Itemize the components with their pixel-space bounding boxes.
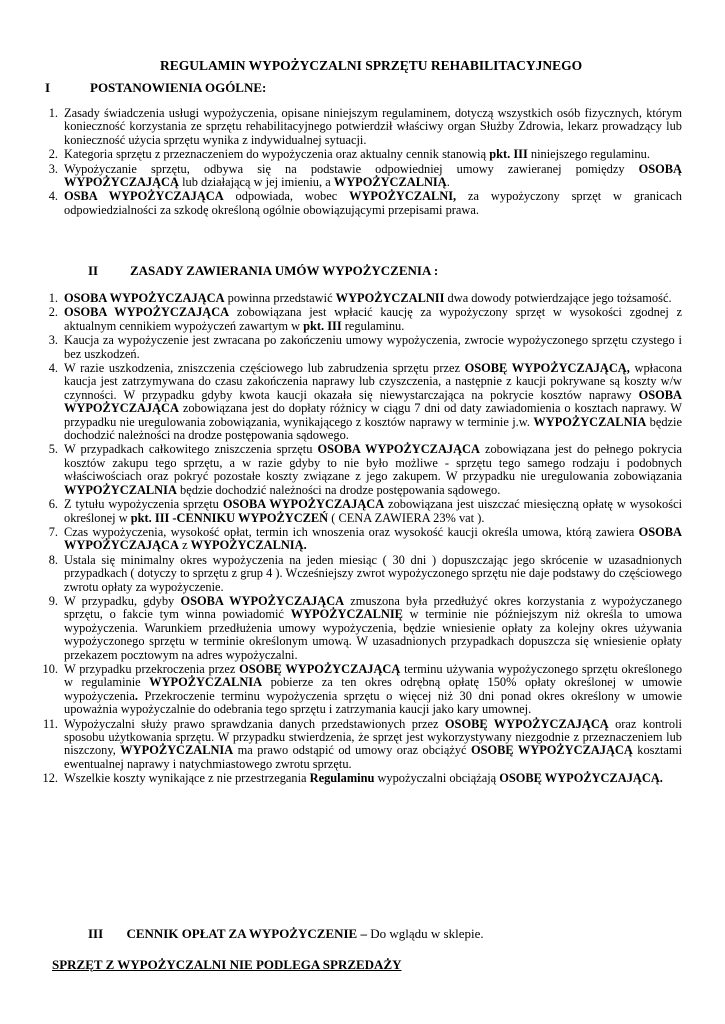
list-item: [42, 661, 683, 717]
item-bold: WYPOŻYCZALNIA: [64, 482, 177, 497]
list-item: [48, 147, 682, 162]
list-item: [48, 189, 682, 217]
section-1-heading: [45, 80, 445, 96]
list-item: [48, 361, 682, 443]
section-number: III: [88, 926, 104, 941]
item-number: 8.: [48, 552, 58, 567]
item-text: zmuszona była przedłużyć okres korzystania z wypożyczanego sprzętu, o fakcie tym winna powiadomić: [64, 593, 682, 622]
list-item: [48, 442, 683, 497]
item-text: oraz kontroli sposobu użytkowania sprzętu. W przypadku stwierdzenia, że sprzęt jest wykorzystywany niezgodnie z przeznaczeniem lub niszczony,: [64, 716, 682, 758]
item-number: 1.: [48, 106, 58, 120]
item-text: będzie dochodzić należności na drodze postępowania sądowego.: [64, 414, 682, 443]
item-text: dwa dowody potwierdzające jego tożsamość.: [444, 291, 672, 305]
item-bold: WYPOŻYCZALNIĄ.: [190, 538, 307, 553]
item-bold: .: [134, 688, 138, 703]
item-text: Kaucja za wypożyczenie jest zwracana po zakończeniu umowy wypożyczenia, zwrocie wypożyczonego sprzętu czystego i bez uszkodzeń.: [64, 333, 682, 361]
list-item: [48, 524, 682, 553]
section-2-heading: [88, 263, 508, 279]
item-bold: WYPOŻYCZALNIĘ: [290, 607, 403, 622]
item-text: będzie dochodzić należności na drodze postępowania sądowego.: [176, 482, 501, 497]
item-text: Wypożyczalni służy prawo sprawdzania danych przedstawionych przez: [64, 716, 445, 731]
item-text: Z tytułu wypożyczenia sprzętu: [64, 497, 223, 512]
item-text: niniejszego regulaminu.: [527, 147, 650, 162]
item-number: 10.: [42, 661, 58, 676]
item-number: 5.: [48, 442, 58, 457]
section-3-heading: [88, 926, 484, 942]
item-text: zobowiązana jest do pełnego pokrycia kosztów zakupu tego sprzętu, a w razie gdyby to nie było możliwe - sprzętu tego samego rodzaju i podobnych właściwościach oraz pokryć pozostałe koszty związane z jego zakupem. W przypadku nie uregulowania zobowiązania: [64, 442, 683, 484]
item-bold: OSOBA WYPOŻYCZAJĄCA: [64, 524, 682, 553]
item-text: Kategoria sprzętu z przeznaczeniem do wypożyczenia oraz aktualny cennik stanowią: [64, 147, 490, 162]
item-bold: pkt. III: [489, 147, 528, 162]
item-number: 7.: [48, 524, 58, 539]
item-text: W razie uszkodzenia, zniszczenia częściowego lub zabrudzenia sprzętu przez: [64, 361, 465, 376]
item-text: regulaminu.: [341, 318, 405, 333]
list-item: [48, 291, 682, 305]
item-bold: OSOBĄ WYPOŻYCZAJĄCĄ: [64, 161, 682, 190]
item-text: wypożyczalni obciążają: [374, 771, 500, 786]
item-text: ( CENA ZAWIERA 23% vat ).: [328, 510, 485, 525]
item-text: zobowiązana jest uiszczać miesięczną opłatę w wysokości określonej w: [64, 497, 683, 525]
item-text: Wypożyczanie sprzętu, odbywa się na podstawie odpowiedniej umowy zawieranej pomiędzy: [64, 161, 639, 176]
item-number: 6.: [48, 497, 58, 512]
list-item: [42, 716, 683, 772]
final-note: SPRZĘT Z WYPOŻYCZALNI NIE PODLEGA SPRZEDAŻY: [52, 957, 402, 972]
list-item: [48, 497, 683, 525]
section-number: II: [88, 263, 99, 278]
item-number: 3.: [48, 161, 58, 176]
item-text: Zasady świadczenia usługi wypożyczenia, opisane niniejszym regulaminem, dotyczą wszystkich osób fizycznych, którym konieczność korzystania ze sprzętu rehabilitacyjnego potwierdził właściwy organ Służby Zdrowia, lekarz prowadzący lub konieczność użycia sprzętu wynika z indywidualnej sytuacji.: [64, 106, 682, 147]
section-number: I: [45, 80, 51, 95]
item-number: 3.: [48, 333, 58, 348]
section-note: Do wglądu w sklepie.: [366, 926, 484, 941]
item-text: z: [178, 538, 191, 553]
section-title: POSTANOWIENIA OGÓLNE:: [90, 80, 267, 95]
item-text: W przypadkach całkowitego zniszczenia sprzętu: [64, 442, 318, 457]
item-text: lub działającą w jej imieniu, a: [178, 175, 334, 190]
item-bold: OSOBA WYPOŻYCZAJĄCA: [222, 497, 385, 512]
item-text: za wypożyczony sprzęt w granicach odpowiedzialności za szkodę określoną ogólnie obowiązującymi przepisami prawa.: [64, 189, 682, 217]
item-bold: OSOBĘ WYPOŻYCZAJĄCĄ: [470, 743, 633, 758]
item-bold: OSOBĘ WYPOŻYCZAJĄCĄ,: [464, 361, 630, 376]
item-bold: WYPOŻYCZALNIĄ: [333, 175, 447, 190]
item-text: w terminie nie późniejszym niż określa to umowa wypożyczenia. Warunkiem przedłużenia umowy wypożyczenia, będzie wniesienie opłaty za kolejny okres używania wypożyczonego sprzętu w terminie określonym umową. W uzasadnionych przypadkach dopuszcza się wniesienie opłaty przekazem pocztowym na adres wypożyczalni.: [64, 607, 682, 662]
item-bold: OSOBA WYPOŻYCZAJĄCA: [64, 291, 225, 305]
item-bold: OSOBA WYPOŻYCZAJĄCA: [64, 305, 230, 320]
item-number: 11.: [42, 716, 58, 731]
item-text: zobowiązana jest wpłacić kaucję za wypożyczony sprzęt w wysokości zgodnej z aktualnym cennikiem wypożyczeń zawartym w: [64, 305, 682, 333]
section-1-list: [48, 106, 682, 218]
list-item: [48, 161, 682, 190]
item-text: kosztami ewentualnej naprawy i natychmiastowego zwrotu sprzętu.: [64, 743, 683, 771]
list-item: [48, 305, 682, 333]
item-bold: WYPOŻYCZALNIA: [149, 675, 263, 690]
item-text: terminu używania wypożyczonego sprzętu określonego w regulaminie: [64, 661, 683, 690]
item-number: 2.: [48, 305, 58, 320]
item-text: pobierze za ten okres odrębną opłatę 150% opłaty określonej w umowie wypożyczenia: [64, 675, 682, 703]
list-item: [42, 771, 682, 786]
list-item: [48, 333, 682, 361]
item-text: Ustala się minimalny okres wypożyczenia na jeden miesiąc ( 30 dni ) dopuszczając jego skrócenie w uzasadnionych przypadkach ( dotyczy to sprzętu z grup 4 ). Wcześniejszy zwrot wypożyczonego sprzętu nie daje podstawy do częściowego zwrotu opłaty za wypożyczenie.: [64, 552, 682, 594]
item-bold: OSOBA WYPOŻYCZAJĄCA: [64, 387, 682, 416]
item-number: 12.: [42, 771, 58, 786]
item-text: W przypadku przekroczenia przez: [64, 661, 240, 676]
section-2-list: [42, 291, 683, 787]
item-text: wpłacona kaucja jest zatrzymywana do czasu zakończenia naprawy lub czyszczenia, a następnie z kaucji pokrywane są koszty w/w czynności. W przypadku gdyby kwota kaucji okazała się niewystarczająca na pokrycie kosztów naprawy: [64, 361, 682, 402]
item-number: 1.: [48, 291, 58, 305]
list-item: [48, 552, 682, 594]
item-text: Czas wypożyczenia, wysokość opłat, termin ich wnoszenia oraz wysokość kaucji określa umowa, którą zawiera: [64, 524, 639, 539]
item-text: zobowiązana jest do dopłaty różnicy w ciągu 7 dni od daty zawiadomienia o kosztach naprawy. W przypadku nie uregulowania zobowiązania, wynikającego z kosztów naprawy w terminie j.w.: [64, 401, 682, 429]
item-text: Przekroczenie terminu wypożyczenia sprzętu o więcej niż 30 dni ponad okres określony w umowie upoważnia wypożyczalnie do odebrania tego sprzętu i zatrzymania kaucji jako kary umownej.: [64, 688, 682, 717]
item-bold: OSOBA WYPOŻYCZAJĄCA: [317, 442, 480, 457]
item-number: 4.: [48, 189, 58, 204]
item-number: 9.: [48, 593, 58, 608]
item-number: 2.: [48, 147, 58, 162]
item-text: W przypadku, gdyby: [64, 593, 181, 608]
item-bold: OSOBĘ WYPOŻYCZAJĄCĄ: [239, 661, 401, 676]
item-bold: WYPOŻYCZALNI,: [349, 189, 457, 204]
item-text: odpowiada, wobec: [223, 189, 350, 204]
section-title: CENNIK OPŁAT ZA WYPOŻYCZENIE –: [126, 926, 367, 941]
item-bold: WYPOŻYCZALNII: [335, 291, 445, 305]
item-bold: pkt. III -CENNIKU WYPOŻYCZEŃ: [130, 510, 329, 525]
section-title: ZASADY ZAWIERANIA UMÓW WYPOŻYCZENIA :: [130, 263, 439, 278]
item-bold: OSOBĘ WYPOŻYCZAJĄCĄ.: [499, 771, 663, 786]
list-item: [48, 106, 682, 147]
item-bold: pkt. III: [303, 318, 342, 333]
item-number: 4.: [48, 361, 58, 376]
item-bold: WYPOŻYCZALNIA: [120, 743, 234, 758]
item-text: Wszelkie koszty wynikające z nie przestrzegania: [64, 771, 310, 786]
item-bold: Regulaminu: [309, 771, 375, 786]
item-bold: WYPOŻYCZALNIA: [533, 414, 647, 429]
item-text: .: [446, 175, 450, 190]
list-item: [48, 593, 682, 662]
item-text: powinna przedstawić: [224, 291, 336, 305]
item-bold: OSOBĘ WYPOŻYCZAJĄCĄ: [444, 716, 609, 731]
item-bold: OSOBA WYPOŻYCZAJĄCA: [180, 593, 345, 608]
item-text: ma prawo odstąpić od umowy oraz obciążyć: [233, 743, 471, 758]
item-bold: OSBA WYPOŻYCZAJĄCA: [64, 189, 224, 204]
document-title: REGULAMIN WYPOŻYCZALNI SPRZĘTU REHABILITACYJNEGO: [160, 58, 583, 73]
